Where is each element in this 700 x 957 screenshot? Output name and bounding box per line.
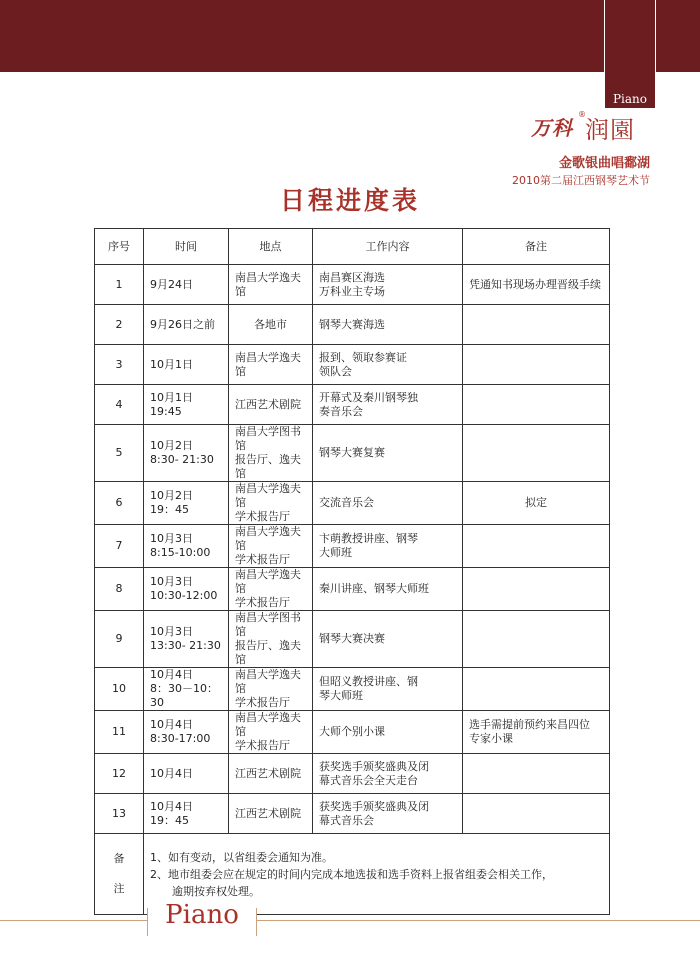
cell-content-line: 钢琴大赛复赛 (319, 446, 385, 459)
schedule-body (95, 265, 610, 834)
cell-note (463, 385, 610, 425)
cell-place-line: 南昌大学逸夫馆 (235, 482, 301, 509)
table-row (95, 794, 610, 834)
cell-place-line: 南昌大学逸夫馆 (235, 668, 301, 695)
cell-num: 3 (95, 345, 144, 385)
page-title: 日程进度表 (279, 186, 420, 215)
cell-place-line: 南昌大学逸夫馆 (235, 350, 301, 378)
table-row (95, 345, 610, 385)
notes-label (95, 834, 144, 915)
cell-content-line: 但昭义教授讲座、钢 (319, 675, 418, 688)
cell-content (313, 668, 463, 711)
cell-time-line: 10月1日19:45 (150, 390, 193, 418)
cell-note-line: 拟定 (525, 496, 547, 509)
cell-time-line: 9月24日 (150, 277, 193, 291)
table-row (95, 482, 610, 525)
cell-place-line: 报告厅、逸夫馆 (235, 453, 301, 480)
cell-time-line: 10月3日 (150, 575, 193, 588)
header-content: 工作内容 (313, 229, 463, 265)
cell-note (463, 482, 610, 525)
cell-time-line: 10月4日 (150, 718, 193, 731)
cell-note (463, 611, 610, 668)
cell-note (463, 568, 610, 611)
cell-place-line: 学术报告厅 (235, 696, 290, 709)
cell-place (229, 525, 313, 568)
cell-time-line: 10月3日 (150, 625, 193, 638)
cell-content-line: 卞萌教授讲座、钢琴 (319, 532, 418, 545)
cell-note-line: 专家小课 (469, 732, 513, 745)
footer-brand: Piano (148, 900, 256, 930)
registered-mark: ® (578, 110, 586, 119)
cell-place-line: 南昌大学逸夫馆 (235, 270, 301, 298)
notes-label-char: 注 (113, 882, 125, 895)
cell-place (229, 265, 313, 305)
cell-num: 4 (95, 385, 144, 425)
header-num: 序号 (95, 229, 144, 265)
cell-content-line: 万科业主专场 (319, 284, 385, 298)
note-item: 1、如有变动，以省组委会通知为准。 (150, 850, 333, 864)
table-row (95, 568, 610, 611)
cell-place-line: 南昌大学逸夫馆 (235, 525, 301, 552)
cell-note-line: 凭通知书现场办理晋级手续 (469, 277, 601, 291)
cell-note (463, 754, 610, 794)
cell-place (229, 611, 313, 668)
table-row (95, 611, 610, 668)
cell-time (144, 265, 229, 305)
event-name: 2010第二届江西钢琴艺术节 (512, 174, 650, 187)
cell-time-line: 9月26日之前 (150, 317, 215, 331)
cell-time-line: 10:30-12:00 (150, 589, 218, 602)
cell-place (229, 345, 313, 385)
slogan: 金歌银曲唱鄱湖 (558, 156, 650, 171)
header-note: 备注 (463, 229, 610, 265)
cell-place-line: 江西艺术剧院 (235, 397, 301, 411)
cell-time-line: 10月2日 (150, 489, 193, 502)
cell-content-line: 琴大师班 (319, 689, 363, 702)
cell-note (463, 345, 610, 385)
cell-time (144, 668, 229, 711)
cell-content (313, 794, 463, 834)
cell-content-line: 南昌赛区海选 (319, 270, 385, 284)
cell-content (313, 525, 463, 568)
brand-tab (604, 0, 656, 108)
cell-place-line: 南昌大学逸夫馆 (235, 711, 301, 738)
cell-place-line: 南昌大学逸夫馆 (235, 568, 301, 595)
cell-place-line: 南昌大学图书馆 (235, 611, 301, 638)
cell-note (463, 668, 610, 711)
cell-time-line: 10月4日 (150, 799, 193, 813)
cell-time-line: 8:30-17:00 (150, 732, 211, 745)
cell-time-line: 19：45 (150, 813, 189, 827)
cell-content-line: 钢琴大赛决赛 (319, 632, 385, 645)
cell-content (313, 754, 463, 794)
cell-place-line: 报告厅、逸夫馆 (235, 639, 301, 666)
cell-content-line: 秦川讲座、钢琴大师班 (319, 582, 429, 595)
cell-place (229, 305, 313, 345)
cell-num: 9 (95, 611, 144, 668)
cell-num: 8 (95, 568, 144, 611)
note-item: 逾期按弃权处理。 (172, 884, 260, 898)
cell-content-line: 交流音乐会 (319, 496, 374, 509)
table-row (95, 265, 610, 305)
cell-time-line: 8:30- 21:30 (150, 453, 214, 466)
cell-content-line: 钢琴大赛海选 (319, 317, 385, 331)
header-place: 地点 (229, 229, 313, 265)
cell-place (229, 711, 313, 754)
cell-time-line: 19：45 (150, 503, 189, 516)
cell-place-line: 各地市 (254, 317, 287, 331)
header-time: 时间 (144, 229, 229, 265)
cell-num: 2 (95, 305, 144, 345)
cell-num: 10 (95, 668, 144, 711)
cell-num: 1 (95, 265, 144, 305)
cell-time (144, 568, 229, 611)
cell-content (313, 425, 463, 482)
cell-place (229, 425, 313, 482)
cell-content-line: 报到、领取参赛证 (319, 350, 407, 364)
notes-label-char: 备 (113, 852, 125, 865)
cell-time-line: 8：30－10：30 (150, 682, 218, 709)
table-row (95, 525, 610, 568)
cell-content-line: 幕式音乐会 (319, 813, 374, 827)
cell-time (144, 525, 229, 568)
cell-num: 5 (95, 425, 144, 482)
cell-content (313, 568, 463, 611)
cell-note (463, 525, 610, 568)
cell-note-line: 选手需提前预约来昌四位 (469, 718, 590, 731)
cell-time (144, 794, 229, 834)
cell-time (144, 425, 229, 482)
table-row (95, 425, 610, 482)
brand-tab-label: Piano (612, 92, 648, 106)
cell-content (313, 265, 463, 305)
cell-content-line: 奏音乐会 (319, 404, 363, 418)
cell-time (144, 611, 229, 668)
schedule-table (94, 228, 610, 915)
cell-time-line: 10月3日 (150, 532, 193, 545)
cell-num: 6 (95, 482, 144, 525)
header-bar (0, 0, 700, 72)
cell-time (144, 345, 229, 385)
cell-place-line: 南昌大学图书馆 (235, 425, 301, 452)
cell-place-line: 江西艺术剧院 (235, 766, 301, 780)
cell-time-line: 10月4日 (150, 766, 193, 780)
cell-num: 13 (95, 794, 144, 834)
cell-place-line: 学术报告厅 (235, 553, 290, 566)
cell-place (229, 568, 313, 611)
cell-time (144, 711, 229, 754)
cell-time-line: 10月2日 (150, 439, 193, 452)
cell-content (313, 482, 463, 525)
cell-content-line: 大师个别小课 (319, 725, 385, 738)
cell-time-line: 10月4日 (150, 668, 193, 681)
cell-place-line: 江西艺术剧院 (235, 806, 301, 820)
footer-rule (0, 920, 700, 921)
cell-content-line: 获奖选手颁奖盛典及闭 (319, 799, 429, 813)
cell-place-line: 学术报告厅 (235, 739, 290, 752)
cell-content-line: 开幕式及秦川钢琴独 (319, 390, 418, 404)
table-row (95, 385, 610, 425)
cell-time-line: 13:30- 21:30 (150, 639, 221, 652)
table-row (95, 305, 610, 345)
table-row (95, 754, 610, 794)
cell-content-line: 大师班 (319, 546, 352, 559)
cell-note (463, 425, 610, 482)
cell-place (229, 794, 313, 834)
cell-place (229, 668, 313, 711)
cell-content-line: 获奖选手颁奖盛典及闭 (319, 759, 429, 773)
cell-note (463, 711, 610, 754)
cell-time (144, 385, 229, 425)
cell-place (229, 482, 313, 525)
cell-time-line: 10月1日 (150, 357, 193, 371)
cell-content-line: 幕式音乐会全天走台 (319, 773, 418, 787)
cell-place (229, 754, 313, 794)
vanke-logo: 万科 (531, 116, 573, 140)
note-item: 2、地市组委会应在规定的时间内完成本地选拔和选手资料上报省组委会相关工作， (150, 867, 553, 881)
cell-place (229, 385, 313, 425)
cell-num: 12 (95, 754, 144, 794)
cell-content (313, 385, 463, 425)
cell-content (313, 711, 463, 754)
cell-num: 7 (95, 525, 144, 568)
table-row (95, 711, 610, 754)
cell-content (313, 611, 463, 668)
cell-note (463, 305, 610, 345)
table-header-row (95, 229, 610, 265)
cell-place-line: 学术报告厅 (235, 510, 290, 523)
cell-num: 11 (95, 711, 144, 754)
cell-note (463, 265, 610, 305)
cell-time (144, 482, 229, 525)
cell-content (313, 345, 463, 385)
footer-divider-right (256, 908, 257, 936)
cell-content-line: 领队会 (319, 364, 352, 378)
cell-time (144, 754, 229, 794)
cell-place-line: 学术报告厅 (235, 596, 290, 609)
cell-time-line: 8:15-10:00 (150, 546, 211, 559)
cell-note (463, 794, 610, 834)
cell-time (144, 305, 229, 345)
cell-content (313, 305, 463, 345)
runyuan-logo: 润園 (585, 116, 635, 144)
table-row (95, 668, 610, 711)
